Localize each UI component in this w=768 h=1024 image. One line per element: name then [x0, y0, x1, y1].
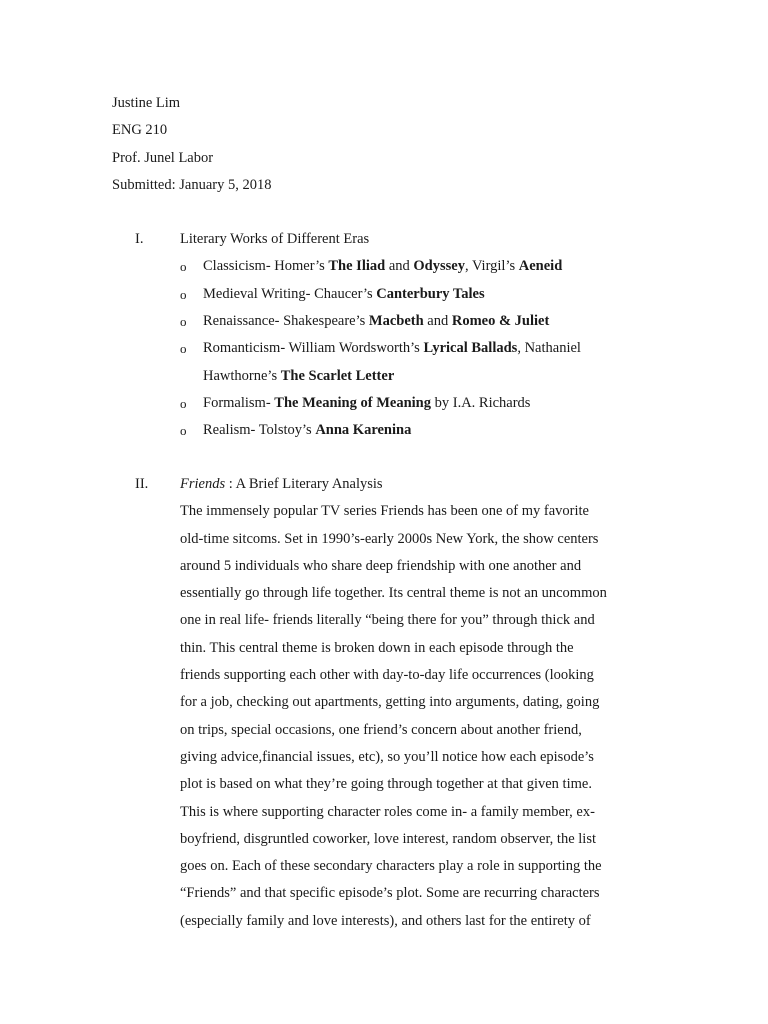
- paragraph-line: old-time sitcoms. Set in 1990’s-early 2000s New York, the show centers: [180, 530, 599, 547]
- item-text: Medieval Writing- Chaucer’s: [203, 285, 377, 302]
- bullet-marker: o: [180, 423, 187, 439]
- paragraph-line: for a job, checking out apartments, getting into arguments, dating, going: [180, 694, 600, 711]
- bullet-marker: o: [180, 395, 187, 411]
- item-text: , Virgil’s: [464, 258, 519, 275]
- work-title: The Iliad: [328, 258, 386, 275]
- item-text: by I.A. Richards: [430, 394, 531, 411]
- paragraph-line: on trips, special occasions, one friend’s concern about another friend,: [180, 721, 582, 738]
- professor-name: Prof. Junel Labor: [112, 149, 214, 166]
- bullet-marker: o: [180, 341, 187, 357]
- item-text: Romanticism- William Wordsworth’s: [203, 340, 424, 357]
- item-text: Formalism-: [203, 394, 275, 411]
- work-title: Lyrical Ballads: [423, 340, 518, 357]
- item-text: and: [423, 312, 452, 329]
- work-title: Macbeth: [368, 312, 424, 329]
- list-item-continuation: [203, 365, 394, 387]
- course-code: ENG 210: [112, 122, 168, 139]
- item-text: Realism- Tolstoy’s: [203, 422, 316, 439]
- paragraph-line: The immensely popular TV series Friends has been one of my favorite: [180, 503, 589, 520]
- paragraph-line: (especially family and love interests), and others last for the entirety of: [180, 912, 591, 929]
- paragraph-line: plot is based on what they’re going through together at that given time.: [180, 776, 592, 793]
- paragraph-line: giving advice,financial issues, etc), so you’ll notice how each episode’s: [180, 748, 594, 765]
- bullet-marker: o: [180, 313, 187, 329]
- item-text: Renaissance- Shakespeare’s: [203, 312, 369, 329]
- bullet-marker: o: [180, 286, 187, 302]
- paragraph-line: boyfriend, disgruntled coworker, love interest, random observer, the list: [180, 830, 597, 847]
- item-text: Classicism- Homer’s: [203, 258, 329, 275]
- paragraph-line: essentially go through life together. Its central theme is not an uncommon: [180, 585, 607, 602]
- paragraph-line: This is where supporting character roles come in- a family member, ex-: [180, 803, 595, 820]
- work-title: Odyssey: [413, 258, 465, 275]
- list-item: [203, 337, 581, 359]
- list-item: [203, 255, 562, 277]
- paragraph-line: “Friends” and that specific episode’s plot. Some are recurring characters: [180, 885, 600, 902]
- section-two-heading-rest: : A Brief Literary Analysis: [225, 476, 383, 492]
- list-item: [203, 419, 411, 441]
- work-title: The Scarlet Letter: [280, 367, 395, 384]
- show-title: Friends: [180, 476, 226, 492]
- work-title: Anna Karenina: [315, 422, 412, 439]
- paragraph-line: around 5 individuals who share deep friendship with one another and: [180, 557, 582, 574]
- section-one-numeral: I.: [135, 231, 144, 247]
- section-one-heading: Literary Works of Different Eras: [180, 231, 370, 247]
- section-two-heading: [180, 473, 383, 495]
- section-two-numeral: II.: [135, 476, 149, 492]
- paragraph-line: one in real life- friends literally “being there for you” through thick and: [180, 612, 595, 629]
- item-text: , Nathaniel: [517, 340, 581, 357]
- submission-date: Submitted: January 5, 2018: [112, 176, 272, 193]
- list-item: [203, 283, 485, 305]
- author-name: Justine Lim: [112, 95, 181, 111]
- work-title: Aeneid: [518, 258, 563, 275]
- header-block: [112, 92, 272, 201]
- list-item: [203, 392, 530, 414]
- paragraph-line: goes on. Each of these secondary characters play a role in supporting the: [180, 858, 602, 875]
- paragraph-line: friends supporting each other with day-to-day life occurrences (looking: [180, 667, 594, 684]
- item-text: and: [385, 258, 414, 275]
- paragraph-line: thin. This central theme is broken down in each episode through the: [180, 639, 574, 656]
- bullet-marker: o: [180, 259, 187, 275]
- work-title: Canterbury Tales: [376, 285, 485, 302]
- work-title: The Meaning of Meaning: [274, 394, 431, 411]
- list-item: [203, 310, 549, 332]
- item-text: Hawthorne’s: [203, 367, 281, 384]
- analysis-paragraph: [180, 500, 658, 937]
- work-title: Romeo & Juliet: [451, 312, 550, 329]
